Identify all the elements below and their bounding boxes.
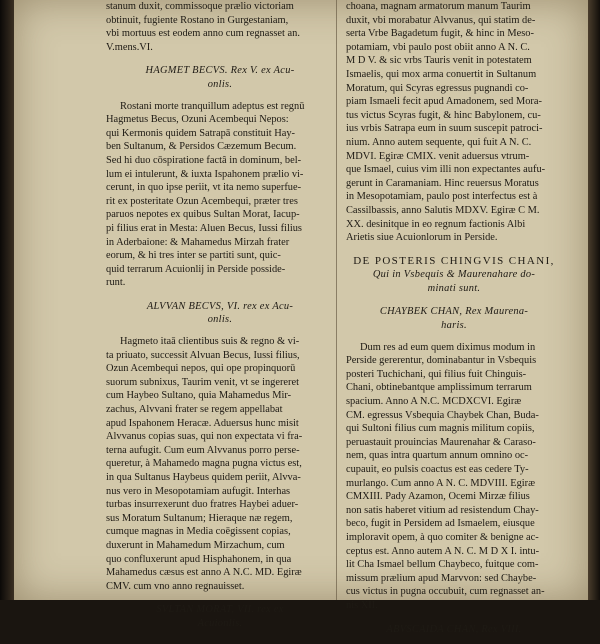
text-line: imploravit opem, à quo comiter & benigne ac-: [346, 531, 539, 543]
text-line: non satis haberet vitium ad resistendum Chay-: [346, 504, 539, 516]
text-line: M D V. & sic vrbs Tauris venit in potestatem: [346, 55, 532, 67]
book-binding-edge: [0, 0, 14, 600]
text-line: Perside gererentur, dominabantur in Vsbequis: [346, 355, 537, 367]
text-line: nus vero in Mesopotamiam aufugit. Interhas: [106, 485, 291, 497]
heading-title: SVLTAN MORAT, VII. rex ex: [156, 604, 284, 616]
section-heading-abuscaida: [346, 623, 562, 637]
text-line: obtinuit, fugiente Rostano in Gurgestaniam,: [106, 14, 289, 26]
heading-subtitle: onlis.: [207, 314, 233, 326]
page-fore-edge: [588, 0, 600, 600]
text-line: rit ex posteritate Ozun Acembequi, præter tres: [106, 195, 298, 207]
heading-subtitle: minati sunt.: [427, 282, 481, 294]
text-line: Rostani morte tranquillum adeptus est regnū: [120, 100, 305, 112]
text-line: in Mesopotamiam, paulo post interfectus est à: [346, 191, 538, 203]
text-line: gerunt in Caramaniam. Hinc reuersus Moratus: [346, 177, 539, 189]
text-line: queretur, à Mahamedo magna pugna victus est,: [106, 458, 302, 470]
text-line: murlango. Cum anno A N. C. MDVIII. Egiræ: [346, 477, 536, 489]
text-line: ius vrbis Satrapa eum in suum suscepit patroci-: [346, 123, 543, 135]
text-line: piam Ismaeli fecit apud Amadonem, sed Mora-: [346, 96, 542, 108]
heading-subtitle: Qui in Vsbequis & Maurenahare do-: [372, 269, 536, 281]
text-line: Ozun Acembequi nepos, qui ope propinquorū: [106, 363, 296, 375]
text-line: serta Vrbe Bagadetum fugit, & hinc in Meso-: [346, 28, 534, 40]
text-line: zachus, Alvvani frater se regem appellabat: [106, 404, 283, 416]
text-line: ben Sultanum, & Persidos Cæzemum Becum.: [106, 141, 297, 153]
text-line: eorum, & hi tres inter se partiti sunt, quic-: [106, 250, 281, 262]
section-heading-hagmet: [106, 64, 334, 91]
text-line: in Aderbaione: & Mahamedus Mirzah frater: [106, 236, 290, 248]
text-line: Dum res ad eum quem diximus modum in: [360, 341, 536, 353]
section-heading-alvvan: [106, 300, 334, 327]
text-line: apud Ispahonem Heracæ. Aduersus hunc misit: [106, 417, 299, 429]
text-line: lum ei intulerunt, & iuxta Ispahonem prælio vi-: [106, 168, 304, 180]
text-line: nis XII.: [346, 599, 378, 611]
text-line: Alvvanus copias suas, qui non expectata vi fra-: [106, 431, 303, 443]
text-line: Cassilbassis, anno Salutis MDXV. Egiræ C M.: [346, 204, 540, 216]
text-line: ta priuato, successit Alvuan Becus, Iussi filius,: [106, 349, 300, 361]
text-line: quid terrarum Acuionlij in Perside posside-: [106, 263, 286, 275]
text-line: Mahamedus cæsus est anno A N.C. MD. Egiræ: [106, 567, 302, 579]
text-line: pi filius erat in Mesta: Aluen Becus, Iussi filius: [106, 222, 302, 234]
paragraph-ismael: [346, 0, 562, 245]
book-page: [14, 0, 588, 635]
text-line: duxerunt in Mahamedum Mirzachum, cum: [106, 539, 285, 551]
text-line: vbi mortuus est eodem anno cum regnasset an.: [106, 28, 300, 40]
section-heading-posteris: [346, 255, 562, 296]
text-line: CMV. cum vno anno regnauisset.: [106, 580, 245, 592]
text-line: Chani, obtinebantque amplissimum terrarum: [346, 382, 532, 394]
heading-title: DE POSTERIS CHINGVIS CHANI,: [353, 254, 555, 267]
text-line: ceptus est. Anno autem A N. C. M D X I. intu-: [346, 545, 540, 557]
text-line: qui Kermonis quidem Satrapā constituit Hay-: [106, 127, 296, 139]
text-line: nium. Anno autem sequente, qui fuit A N. C.: [346, 136, 532, 148]
left-column: [106, 0, 334, 639]
text-line: Sed hi duo cōspiratione factâ in dominum, bel-: [106, 154, 302, 166]
text-line: posteri Tuchichani, qui filius fuit Chinguis-: [346, 368, 527, 380]
text-line: stanum duxit, commissoque prælio victoriam: [106, 1, 294, 12]
heading-subtitle: haris.: [441, 320, 467, 332]
text-line: nem, quas intra quartum annum omnino oc-: [346, 450, 529, 462]
heading-subtitle: Acuionlis.: [197, 617, 243, 629]
text-line: suorum subnixus, Taurim venit, vt se ingereret: [106, 376, 300, 388]
heading-title: ABVSCAIDA CHAN, Rex VIII.: [386, 623, 522, 635]
text-line: que Ismael, cuius vim illi non expectantes aufu-: [346, 164, 546, 176]
paragraph-hagmet: [106, 100, 334, 290]
text-line: Hagmetus Becus, Ozuni Acembequi Nepos:: [106, 114, 289, 126]
text-line: missum prælium apud Marvvon: sed Chaybe-: [346, 572, 537, 584]
heading-title: ALVVAN BECVS, VI. rex ex Acu-: [146, 300, 294, 312]
text-line: XX. desinitque in eo regnum factionis Albi: [346, 218, 526, 230]
paragraph-chaybek: [346, 341, 562, 613]
text-line: cumque magnas in Media coēgissent copias,: [106, 526, 291, 538]
text-line: Ismaelis, qui mox arma conuertit in Sultanum: [346, 68, 537, 80]
text-line: Arietis siue Acuionlorum in Perside.: [346, 232, 498, 244]
paragraph-alvvan: [106, 335, 334, 593]
text-line: duxit, vbi morabatur Alvvanus, qui statim de-: [346, 14, 536, 26]
column-divider: [336, 0, 337, 600]
text-line: V.mens.VI.: [106, 41, 153, 53]
text-line: cus victus in pugna occubuit, cum regnasset an-: [346, 586, 545, 598]
text-line: qui Sultoni filius cum magnis militum copiis,: [346, 423, 535, 435]
section-heading-sultan-morat: [106, 603, 334, 630]
text-line: cum Haybeo Sultano, quia Mahamedus Mir-: [106, 390, 292, 402]
text-line: turbas insurrexerunt duo fratres Haybei aduer-: [106, 499, 299, 511]
text-line: peruastauit prouincias Maurenahar & Caraso-: [346, 436, 536, 448]
text-line: choana, magnam armatorum manum Taurim: [346, 1, 531, 12]
text-line: in qua Sultanus Haybeus quidem periit, Alvva-: [106, 472, 301, 483]
text-line: potamiam, vbi paulo post obiit anno A N. C.: [346, 41, 530, 53]
heading-title: CHAYBEK CHAN, Rex Maurena-: [379, 306, 529, 318]
section-heading-chaybek: [346, 305, 562, 332]
text-line: quo confluxerunt apud Hisphahonem, in qua: [106, 553, 292, 565]
text-line: paruos nepotes ex quibus Sultan Morat, Iacup-: [106, 209, 300, 221]
text-line: cerunt, in quo ipse periit, vt ita nemo superfue-: [106, 182, 302, 194]
text-line: cupauit, eo pulsis coactus est eas cedere Ty-: [346, 464, 529, 475]
text-line: Hagmeto itaā clientibus suis & regno & vi-: [120, 336, 300, 348]
text-line: sus Moratum Sultanum; Hieraque næ regem,: [106, 512, 293, 524]
text-line: CMXIII. Pady Azamon, Ocemi Mirzæ filius: [346, 491, 530, 503]
text-line: CM. egressus Vsbequia Chaybek Chan, Buda-: [346, 409, 539, 421]
text-line: tus victus Scyras fugit, & hinc Babylonem, cu-: [346, 109, 541, 121]
heading-subtitle: onlis.: [207, 78, 233, 90]
heading-title: HAGMET BECVS. Rex V. ex Acu-: [145, 65, 295, 77]
text-line: terna aufugit. Cum eum Alvvanus porro perse-: [106, 444, 300, 456]
text-line: beco, fugit in Persidem ad Ismaelem, eiusque: [346, 518, 535, 530]
text-line: spacium. Anno A N.C. MCDXCVI. Egiræ: [346, 396, 522, 408]
text-line: runt.: [106, 277, 126, 289]
text-line: lit Cha Ismael bellum Chaybeco, fuitque com-: [346, 559, 539, 571]
text-line: Moratum, qui Scyras egressus pugnandi co-: [346, 82, 529, 94]
text-line: MDVI. Egiræ CMIX. venit aduersus vtrum-: [346, 150, 530, 162]
right-column: [346, 0, 562, 644]
